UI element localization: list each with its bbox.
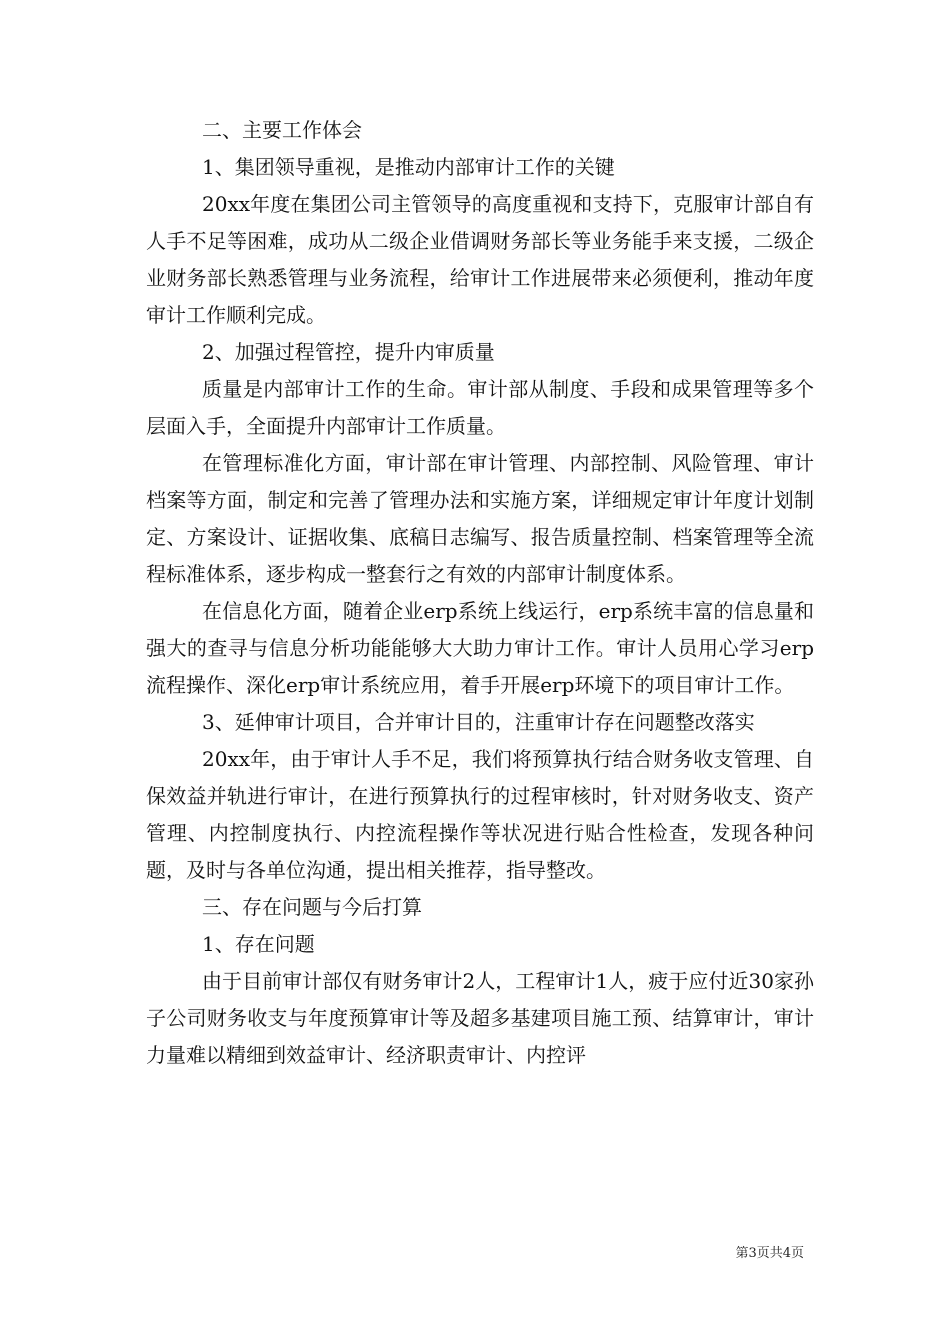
section-heading-main-experience: 二、主要工作体会	[202, 118, 362, 142]
subheading-leadership: 1、集团领导重视，是推动内部审计工作的关键	[202, 155, 615, 179]
paragraph-standardization: 在管理标准化方面，审计部在审计管理、内部控制、风险管理、审计档案等方面，制定和完善了管理办法和实施方案，详细规定审计年度计划制定、方案设计、证据收集、底稿日志编写、报告质量控制、档案管理等全流程标准体系，逐步构成一整套行之有效的内部审计制度体系。	[146, 451, 814, 586]
paragraph-leadership-body: 20xx年度在集团公司主管领导的高度重视和支持下，克服审计部自有人手不足等困难，成功从二级企业借调财务部长等业务能手来支援，二级企业财务部长熟悉管理与业务流程，给审计工作进展带来必须便利，推动年度审计工作顺利完成。	[146, 192, 814, 327]
subheading-problems: 1、存在问题	[202, 932, 315, 956]
page-number: 第3页共4页	[735, 1246, 804, 1261]
section-heading-problems-plans: 三、存在问题与今后打算	[202, 895, 422, 919]
document-body	[146, 112, 814, 1074]
paragraph-quality-intro: 质量是内部审计工作的生命。审计部从制度、手段和成果管理等多个层面入手，全面提升内部审计工作质量。	[146, 377, 814, 438]
paragraph-informatization: 在信息化方面，随着企业erp系统上线运行，erp系统丰富的信息量和强大的查寻与信息分析功能能够大大助力审计工作。审计人员用心学习erp流程操作、深化erp审计系统应用，着手开展erp环境下的项目审计工作。	[146, 599, 814, 697]
subheading-extend-audit: 3、延伸审计项目，合并审计目的，注重审计存在问题整改落实	[202, 710, 755, 734]
paragraph-problems-body: 由于目前审计部仅有财务审计2人，工程审计1人，疲于应付近30家孙子公司财务收支与年度预算审计等及超多基建项目施工预、结算审计，审计力量难以精细到效益审计、经济职责审计、内控评	[146, 969, 814, 1067]
paragraph-extend-audit-body: 20xx年，由于审计人手不足，我们将预算执行结合财务收支管理、自保效益并轨进行审计，在进行预算执行的过程审核时，针对财务收支、资产管理、内控制度执行、内控流程操作等状况进行贴合性检查，发现各种问题，及时与各单位沟通，提出相关推荐，指导整改。	[146, 747, 814, 882]
subheading-process-control: 2、加强过程管控，提升内审质量	[202, 340, 495, 364]
